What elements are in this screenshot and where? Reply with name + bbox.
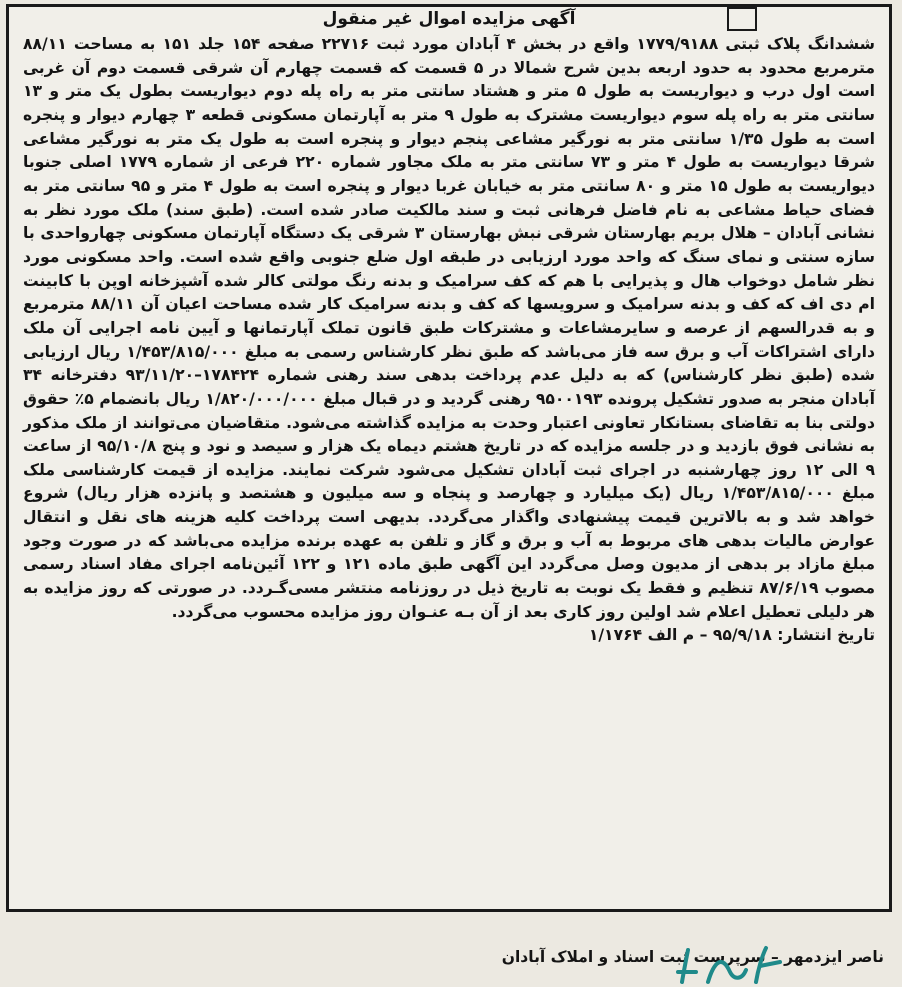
notice-title: آگهی مزایده اموال غیر منقول <box>322 9 576 29</box>
notice-frame <box>6 4 892 912</box>
notice-text: ششدانگ پلاک ثبتی ۱۷۷۹/۹۱۸۸ واقع در بخش ۴ آبادان مورد ثبت ۲۲۷۱۶ صفحه ۱۵۴ جلد ۱۵۱ به مساحت ۸۸/۱۱ مترمربع محدود به حدود اربعه بدین شرح شمالا در ۵ قسمت که قسمت چهارم آن شرقی قسمت دوم آن غربی است اول درب و دیواریست به طول ۵ متر و هشتاد سانتی متر به راه پله دوم دیواریست بطول یک متر و ۱۳ سانتی متر به راه پله سوم دیواریست مشترک به طول ۹ متر به آپارتمان مسکونی قطعه ۳ چهارم دیوار و پنجره است به طول ۱/۳۵ سانتی متر به نورگیر مشاعی پنجم دیوار و پنجره است به طول یک متر به نورگیر مشاعی شرقا دیواریست به طول ۴ متر و ۷۳ سانتی متر به ملک مجاور شماره ۲۲۰ فرعی از شماره ۱۷۷۹ اصلی جنوبا دیواریست به طول ۱۵ متر و ۸۰ سانتی متر به خیابان غربا دیوار و پنجره است به طول ۴ متر و ۹۵ سانتی متر به فضای حیاط مشاعی به نام فاضل فرهانی ثبت و سند مالکیت صادر شده است. (طبق سند) ملک مورد نظر به نشانی آبادان – هلال بریم بهارستان شرقی نبش بهارستان ۳ شرقی یک دستگاه آپارتمان مسکونی چهارواحدی با سازه سنتی و نمای سنگ که واحد مورد ارزیابی در طبقه اول ضلع جنوبی واقع شده است. واحد مسکونی مورد نظر شامل دوخواب هال و پذیرایی با هم که کف سرامیک و بدنه رنگ مولتی کالر شده آشپزخانه اوپن با کابینت ام دی اف که کف و بدنه سرامیک و سرویسها که کف و بدنه سرامیک کار شده مساحت اعیان آن ۸۸/۱۱ مترمربع و به قدرالسهم از عرصه و سایرمشاعات و مشترکات طبق قانون تملک آپارتمانها و آیین نامه اجرایی آن ملک دارای اشتراکات آب و برق سه فاز می‌باشد که طبق نظر کارشناس رسمی به مبلغ ۱/۴۵۳/۸۱۵/۰۰۰ ریال ارزیابی شده (طبق نظر کارشناس) که به دلیل عدم پرداخت بدهی سند رهنی شماره ۱۷۸۴۲۴–۹۳/۱۱/۲۰ دفترخانه ۳۴ آبادان منجر به صدور تشکیل پرونده ۹۵۰۰۱۹۳ رهنی گردید و در قبال مبلغ ۱/۸۲۰/۰۰۰/۰۰۰ ریال بانضمام ۵٪ حقوق دولتی بنا به تقاضای بستانکار تعاونی اعتبار وحدت به مزایده گذاشته می‌شود. متقاضیان می‌توانند از ملک مذکور به نشانی فوق بازدید و در جلسه مزایده که در تاریخ هشتم دیماه یک هزار و سیصد و نود و پنج ۹۵/۱۰/۸ از ساعت ۹ الی ۱۲ روز چهارشنبه در اجرای ثبت آبادان تشکیل می‌شود شرکت نمایند. مزایده از قیمت کارشناسی ملک مبلغ ۱/۴۵۳/۸۱۵/۰۰۰ ریال (یک میلیارد و چهارصد و پنجاه و سه میلیون و هشتصد و پانزده هزار ریال) شروع خواهد شد و به بالاترین قیمت پیشنهادی واگذار می‌گردد. بدیهی است پرداخت کلیه هزینه های نقل و انتقال عوارض مالیات بدهی های مربوط به آب و برق و گاز و تلفن به عهده برنده مزایده می‌باشد که در صورت وجود مبلغ مازاد بر بدهی از مدیون وصل می‌گردد این آگهی طبق ماده ۱۲۱ و ۱۲۲ آئین‌نامه اجرای مفاد اسناد رسمی مصوب ۸۷/۶/۱۹ تنظیم و فقط یک نوبت به تاریخ ذیل در روزنامه منتشر مسی‌گـردد. در صورتی که روز مزایده به هر دلیلی تعطیل اعلام شد اولین روز کاری بعد از آن بـه عنـوان روز مزایده محسوب می‌گردد. <box>23 35 876 621</box>
notice-body <box>23 33 875 648</box>
handwritten-mark-icon <box>674 942 784 987</box>
publication-date: تاریخ انتشار: ۹۵/۹/۱۸ – م الف ۱/۱۷۶۴ <box>588 626 875 645</box>
signature-line: ناصر ایزدمهر – سرپرست ثبت اسناد و املاک آبادان <box>501 948 884 966</box>
